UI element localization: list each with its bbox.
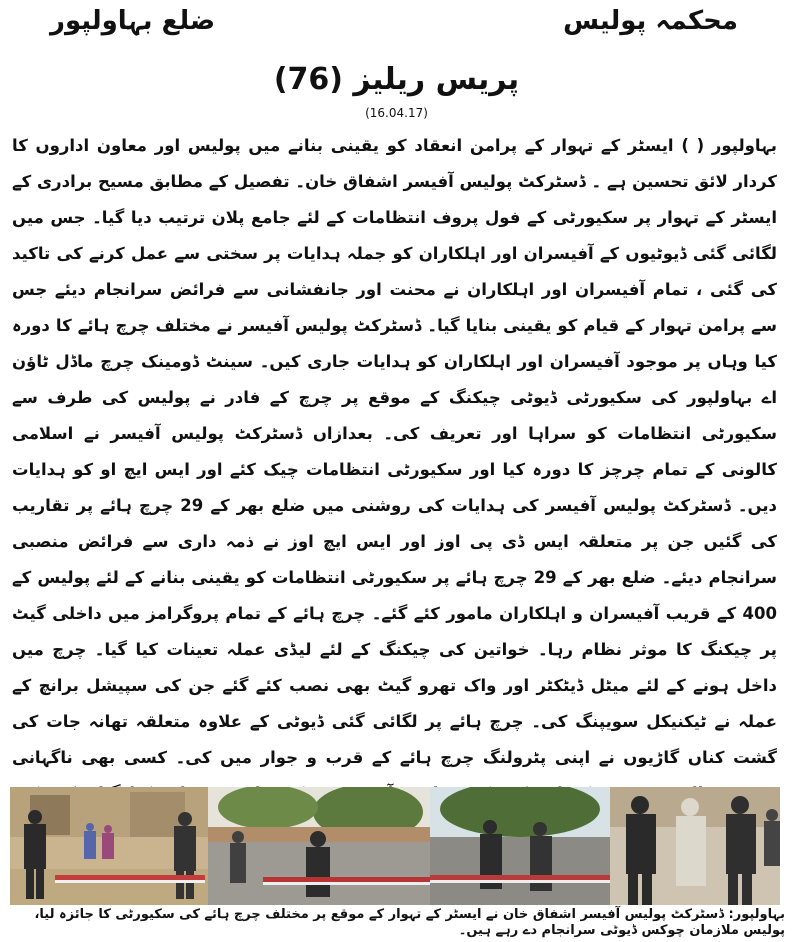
district-heading: ضلع بہاولپور: [50, 6, 216, 36]
press-release-body: [12, 128, 777, 884]
release-date: (16.04.17): [365, 106, 428, 120]
photo-dpo-visit: [610, 787, 780, 905]
department-heading: محکمہ پولیس: [563, 6, 738, 36]
press-release-title: پریس ریلیز (76): [273, 62, 520, 97]
photo-strip: [10, 787, 780, 905]
photo-police-at-gate: [10, 787, 208, 905]
body-paragraph: بہاولپور ( ) ایسٹر کے تہوار کے پرامن انعقاد کو یقینی بنانے میں پولیس اور معاون اداروں کا کردار لائق تحسین ہے ۔ ڈسٹرکٹ پولیس آفیسر اشفاق خان۔ تفصیل کے مطابق مسیح برادری کے ایسٹر کے تہوار پر سکیورٹی کے فول پروف انتظامات کے لئے جامع پلان ترتیب دیا گیا۔ جس میں لگائی گئی ڈیوٹیوں کے آفیسران اور اہلکاران کو جملہ ہدایات پر سختی سے عمل کرنے کی تاکید کی گئی ، تمام آفیسران اور اہلکاران نے محنت اور جانفشانی سے فرائض سرانجام دیئے جس سے پرامن تہوار کے قیام کو یقینی بنایا گیا۔ ڈسٹرکٹ پولیس آفیسر نے مختلف چرچ ہائے کا دورہ کیا وہاں پر موجود آفیسران اور اہلکاران کو ہدایات جاری کیں۔ سینٹ ڈومینک چرچ ماڈل ٹاؤن اے بہاولپور کی سکیورٹی ڈیوٹی چیکنگ کے موقع پر چرچ کے فادر نے پولیس کی طرف سے سکیورٹی انتظامات کو سراہا اور تعریف کی۔ بعدازاں ڈسٹرکٹ پولیس آفیسر نے اسلامی کالونی کے تمام چرچز کا دورہ کیا اور سکیورٹی انتظامات چیک کئے اور ایس ایچ او کو ہدایات دیں۔ ڈسٹرکٹ پولیس آفیسر کی ہدایات کی روشنی میں ضلع بھر کے 29 چرچ ہائے پر تقاریب کی گئیں جن پر متعلقہ ایس ڈی پی اوز اور ایس ایچ اوز نے ذمہ داری سے فرائض منصبی سرانجام دیئے۔ ضلع بھر کے 29 چرچ ہائے پر سکیورٹی انتظامات کو یقینی بنانے کے لئے پولیس کے 400 کے قریب آفیسران و اہلکاران مامور کئے گئے۔ چرچ ہائے کے تمام پروگرامز میں داخلی گیٹ پر چیکنگ کا موثر نظام رہا۔ خواتین کی چیکنگ کے لئے لیڈی عملہ تعینات کیا گیا۔ چرچ میں داخل ہونے کے لئے میٹل ڈیٹکٹر اور واک تھرو گیٹ بھی نصب کئے گئے جن کی سپیشل برانچ کے عملہ نے ٹیکنیکل سویپنگ کی۔ چرچ ہائے پر لگائی گئی ڈیوٹی کے علاوہ متعلقہ تھانہ جات کی گشت کناں گاڑیوں نے اپنی پٹرولنگ چرچ ہائے کے قرب و جوار میں کی۔ کسی بھی ناگہانی: [12, 136, 778, 767]
photo-caption: بہاولپور: ڈسٹرکٹ پولیس آفیسر اشفاق خان نے ایسٹر کے تہوار کے موقع پر مختلف چرچ ہائے کی سکیورٹی کا جائزہ لیا، پولیس ملازمان چوکس ڈیوٹی سرانجام دے رہے ہیں۔: [34, 907, 785, 938]
photo-church-barrier: [208, 787, 430, 905]
photo-road-checkpoint: [430, 787, 610, 905]
